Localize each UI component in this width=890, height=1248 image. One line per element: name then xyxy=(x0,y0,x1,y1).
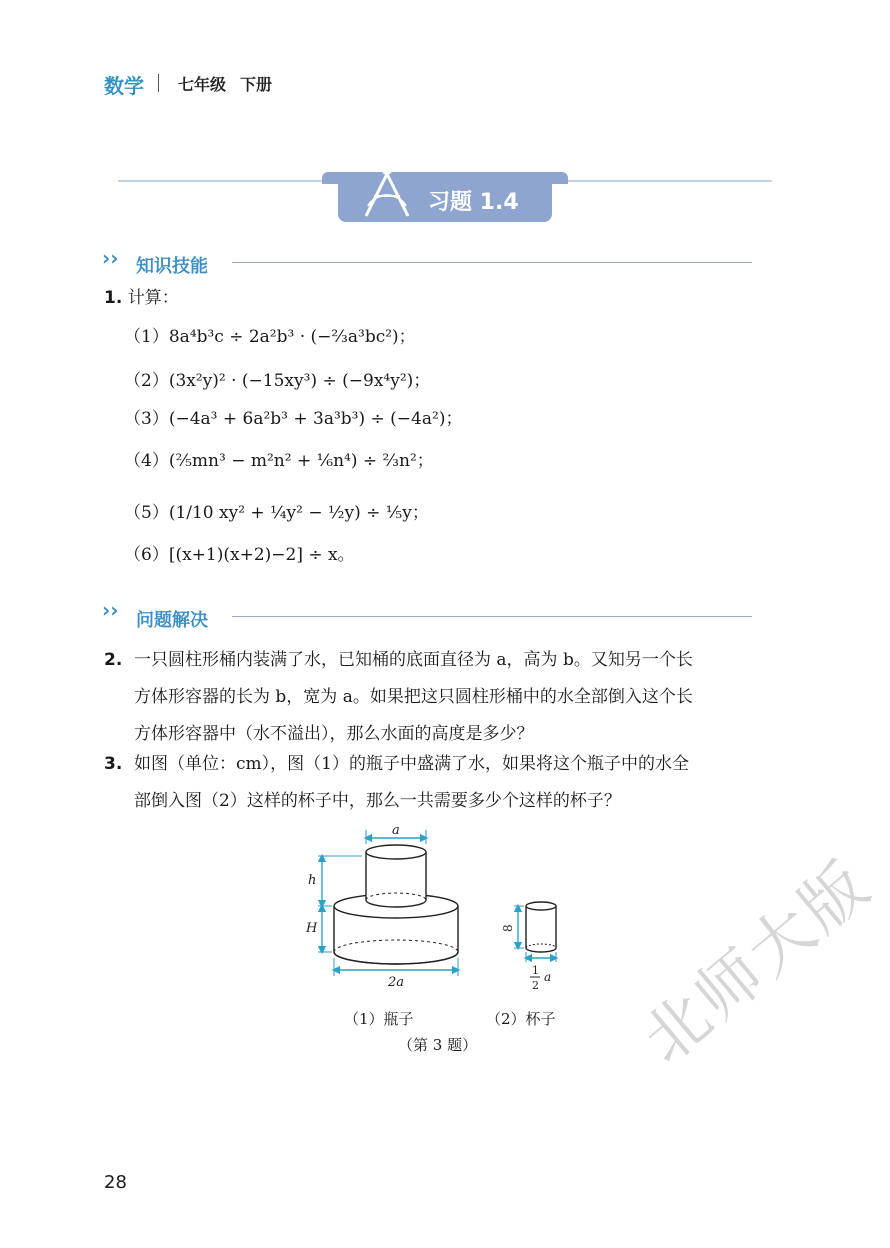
section-problems-rule xyxy=(232,616,752,617)
grade-text: 七年级 xyxy=(178,75,227,94)
q2-line-3: 方体形容器中（水不溢出），那么水面的高度是多少？ xyxy=(134,724,534,744)
section-chevron-icon: ›› xyxy=(102,598,119,622)
question-number: 2. xyxy=(104,650,123,670)
question-stem: 计算： xyxy=(127,288,179,308)
q2-line-2: 方体形容器的长为 b，宽为 a。如果把这只圆柱形桶中的水全部倒入这个长 xyxy=(134,687,693,707)
section-skills-rule xyxy=(232,262,752,263)
question-1 xyxy=(104,288,179,308)
header-separator xyxy=(158,74,159,92)
question-3 xyxy=(134,746,824,820)
q1-item-1: （1）8a⁴b³c ÷ 2a²b³ · (−⅔a³bc²)； xyxy=(124,327,416,347)
caption-figure: （第 3 题） xyxy=(398,1036,478,1054)
page-number: 28 xyxy=(104,1172,127,1193)
caption-bottle: （1）瓶子 xyxy=(344,1010,414,1028)
dim-label-2a: 2a xyxy=(388,975,405,990)
cup-cylinder xyxy=(526,902,556,948)
q1-item-2: （2）(3x²y)² · (−15xy³) ÷ (−9x⁴y²)； xyxy=(124,371,431,391)
volume-text: 下册 xyxy=(240,75,273,94)
dim-label-h: h xyxy=(308,873,317,888)
question-number: 1. xyxy=(104,288,123,308)
dim-label-half-a: a xyxy=(544,970,552,984)
compass-icon xyxy=(354,150,420,222)
section-skills-heading: 知识技能 xyxy=(136,256,208,277)
bottle-base-cylinder xyxy=(334,894,458,964)
dim-label-H: H xyxy=(306,921,318,936)
question-2 xyxy=(134,642,824,753)
bottle-neck-cylinder xyxy=(366,845,426,900)
q2-line-1: 一只圆柱形桶内装满了水，已知桶的底面直径为 a，高为 b。又知另一个长 xyxy=(134,650,693,670)
banner-rule-right xyxy=(562,180,772,182)
banner-rule-left xyxy=(118,180,328,182)
dim-label-a: a xyxy=(392,823,400,838)
q3-line-2: 部倒入图（2）这样的杯子中，那么一共需要多少个这样的杯子？ xyxy=(134,791,621,811)
q1-item-4: （4）(⅖mn³ − m²n² + ⅙n⁴) ÷ ⅔n²； xyxy=(124,451,434,471)
subject-title: 数学 xyxy=(104,74,144,98)
section-problems-heading: 问题解决 xyxy=(136,610,208,631)
section-chevron-icon: ›› xyxy=(102,246,119,270)
dim-label-half-den: 2 xyxy=(532,979,539,992)
q3-line-1: 如图（单位：cm），图（1）的瓶子中盛满了水，如果将这个瓶子中的水全 xyxy=(134,754,689,774)
q1-item-3: （3）(−4a³ + 6a²b³ + 3a³b³) ÷ (−4a²)； xyxy=(124,409,463,429)
watermark-text: 北师大版 xyxy=(629,846,886,1079)
dim-label-half-num: 1 xyxy=(532,964,539,977)
grade-label xyxy=(178,72,286,95)
caption-cup: （2）杯子 xyxy=(486,1010,556,1028)
question-number: 3. xyxy=(104,754,123,774)
q1-item-5: （5）(1/10 xy² + ¼y² − ½y) ÷ ⅕y； xyxy=(124,503,429,523)
figure-bottle-and-cup xyxy=(296,818,576,998)
dim-label-8: 8 xyxy=(501,924,515,932)
q1-item-6: （6）[(x+1)(x+2)−2] ÷ x。 xyxy=(124,545,355,565)
banner-title: 习题 1.4 xyxy=(428,190,519,215)
